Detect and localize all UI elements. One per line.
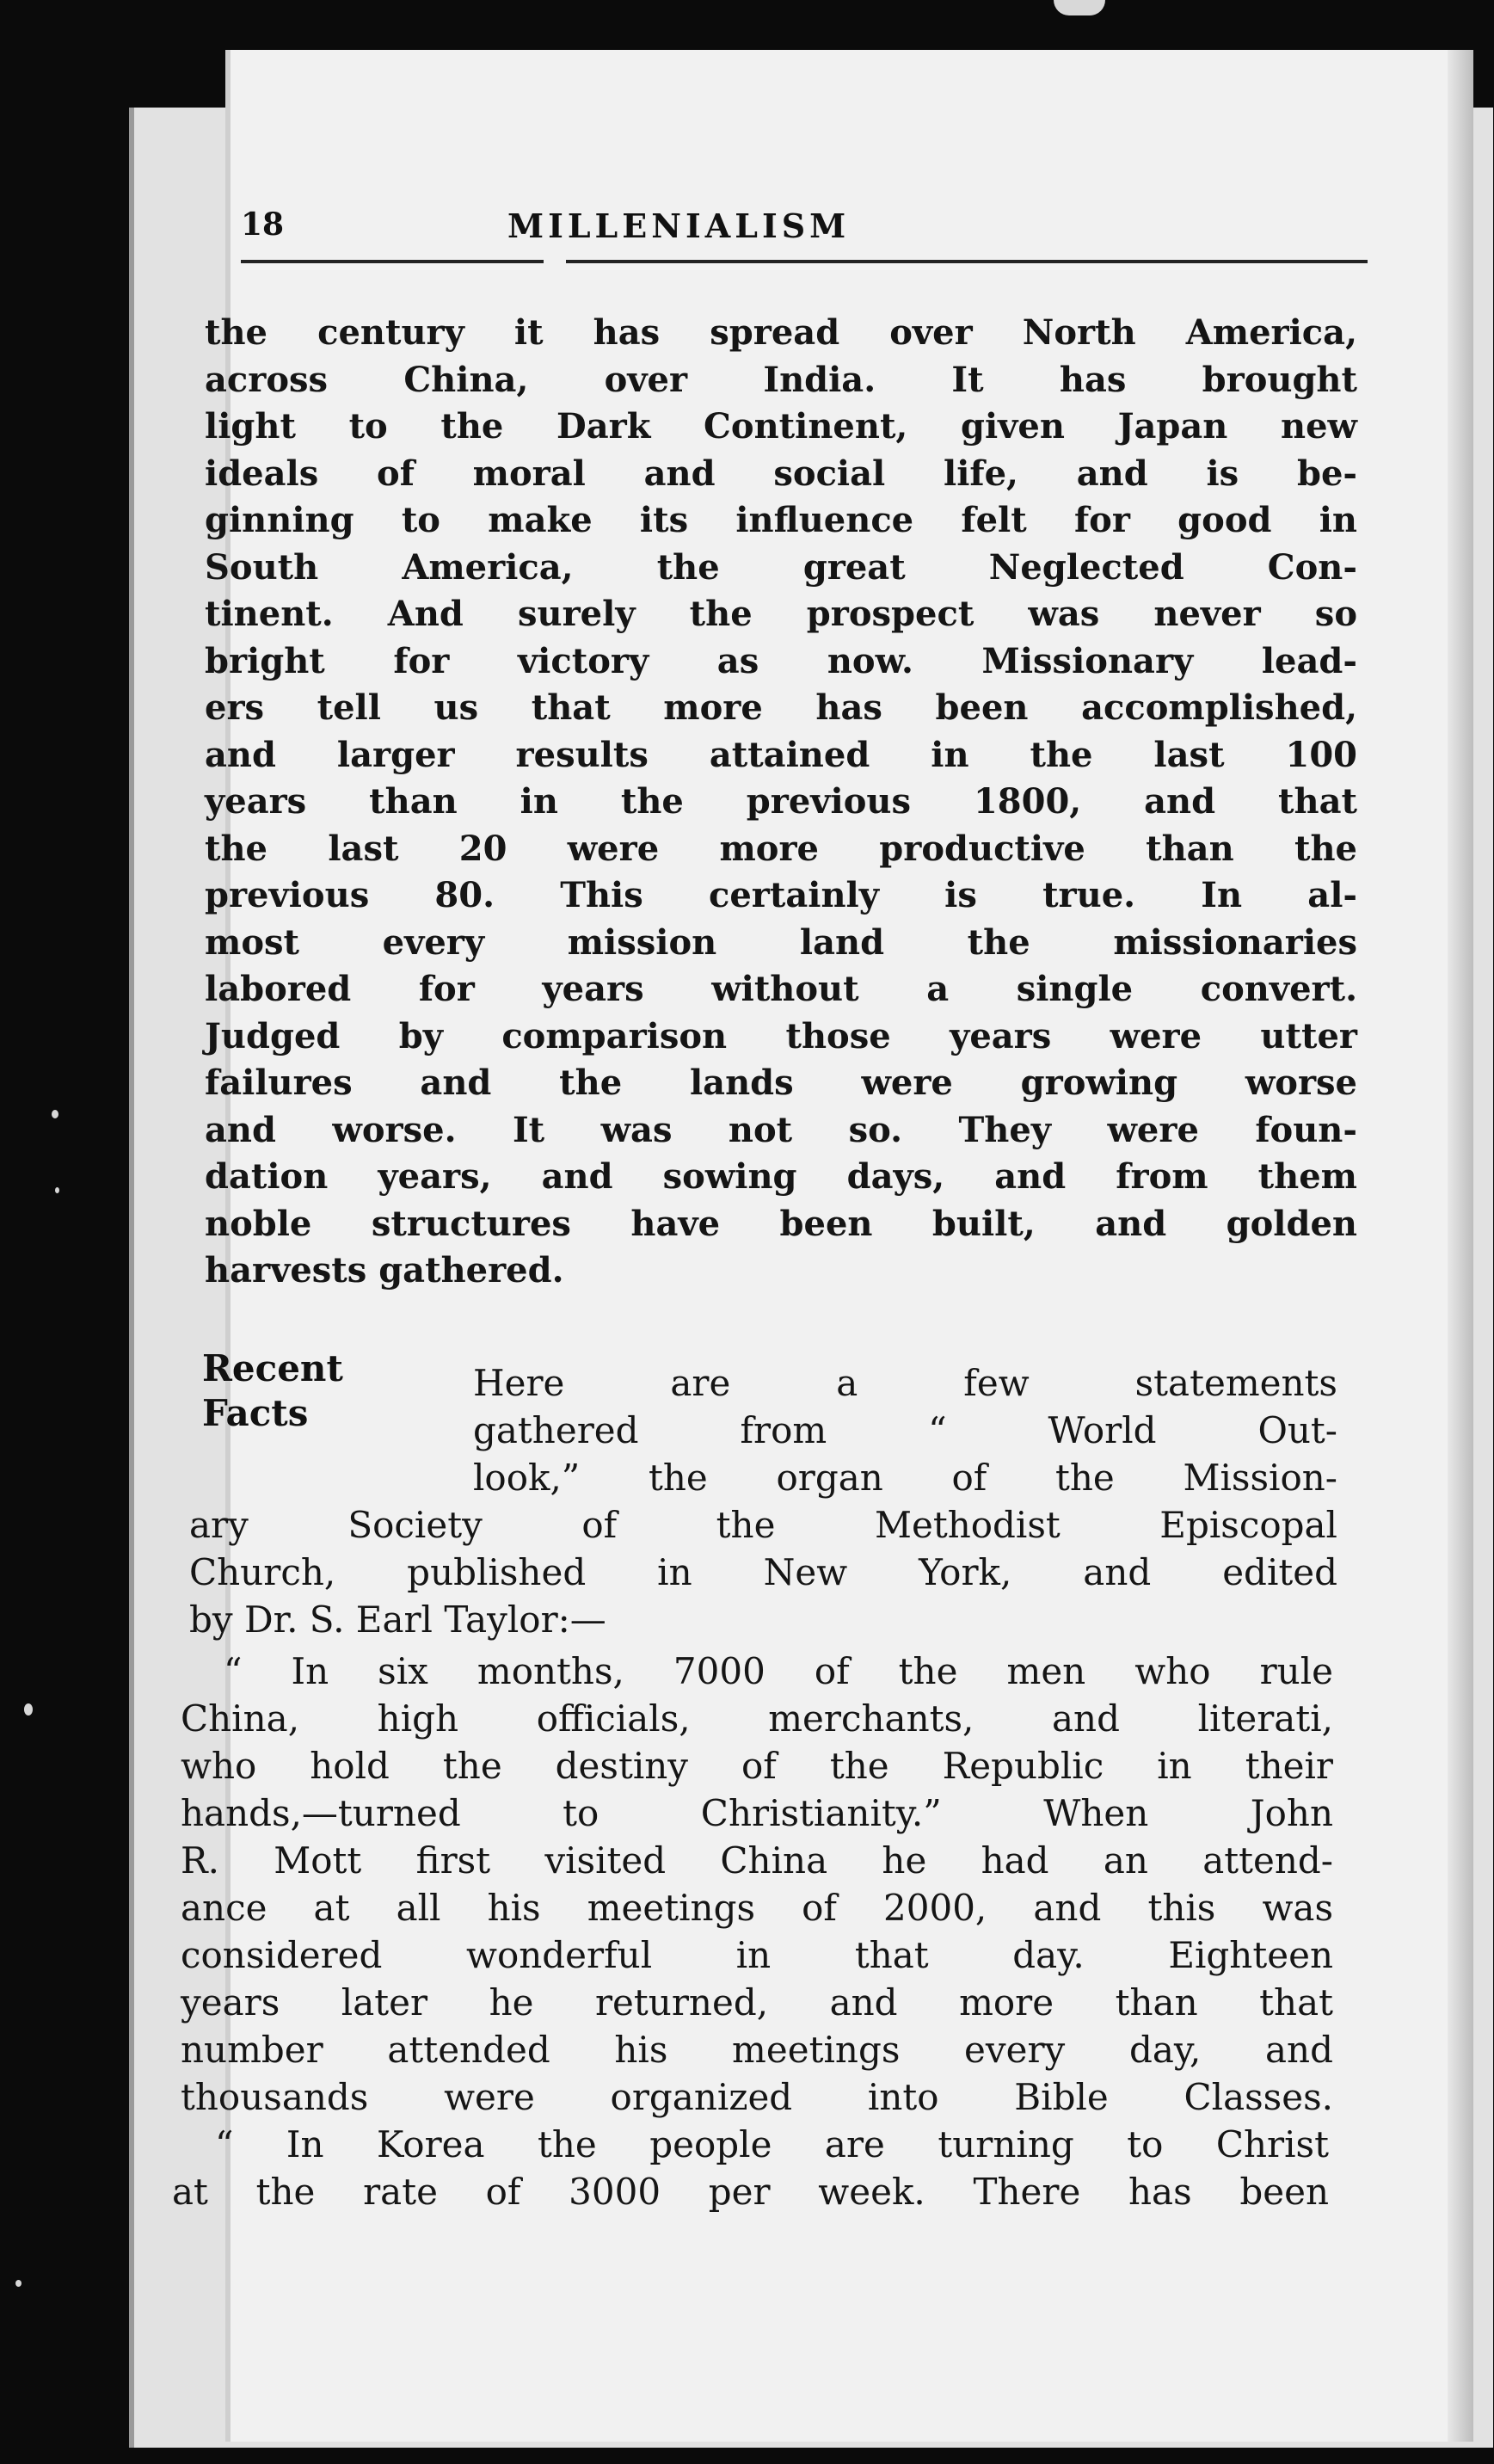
text-line: considered wonderful in that day. Eighteen — [181, 1934, 1333, 1976]
text-line: bright for victory as now. Missionary lead- — [205, 640, 1357, 681]
text-line: number attended his meetings every day, and — [181, 2029, 1333, 2071]
text-line: look,” the organ of the Mission- — [473, 1457, 1337, 1499]
text-line: years later he returned, and more than that — [181, 1981, 1333, 2024]
text-line: South America, the great Neglected Con- — [205, 546, 1357, 588]
text-line: the century it has spread over North America, — [205, 312, 1357, 353]
running-head — [241, 206, 1101, 258]
text-line: hands,—turned to Christianity.” When John — [181, 1792, 1333, 1834]
running-title: MILLENIALISM — [507, 206, 851, 245]
text-line: China, high officials, merchants, and literati, — [181, 1697, 1333, 1740]
text-line: and larger results attained in the last 100 — [205, 734, 1357, 775]
text-line: tinent. And surely the prospect was never so — [205, 594, 1357, 634]
text-line: the last 20 were more productive than the — [205, 828, 1357, 869]
text-line: by Dr. S. Earl Taylor:— — [189, 1599, 606, 1641]
text-line: ance at all his meetings of 2000, and this was — [181, 1887, 1333, 1929]
text-line: harvests gathered. — [205, 1250, 564, 1291]
text-line: failures and the lands were growing worse — [205, 1063, 1357, 1103]
paragraph-4 — [172, 2121, 1329, 2215]
text-line: ers tell us that more has been accomplished, — [205, 687, 1357, 728]
text-line: Church, published in New York, and edited — [189, 1551, 1337, 1593]
text-line: Here are a few statements — [473, 1362, 1337, 1404]
text-line: ary Society of the Methodist Episcopal — [189, 1504, 1337, 1546]
side-heading-line: Recent — [202, 1347, 343, 1389]
text-line: labored for years without a single convert. — [205, 969, 1357, 1009]
header-rule-gap — [544, 258, 566, 265]
text-line: “ In Korea the people are turning to Christ — [215, 2123, 1329, 2165]
scan-speck — [52, 1110, 58, 1118]
text-line: ginning to make its influence felt for good in — [205, 500, 1357, 540]
scan-speck — [1054, 0, 1105, 15]
text-line: most every mission land the missionaries — [205, 921, 1357, 963]
side-heading — [202, 1346, 460, 1436]
scan-speck — [15, 2280, 22, 2287]
page-number: 18 — [241, 206, 285, 243]
header-rule — [241, 260, 1368, 263]
text-line: at the rate of 3000 per week. There has been — [172, 2171, 1329, 2213]
text-line: light to the Dark Continent, given Japan new — [205, 406, 1357, 447]
paragraph-1 — [205, 310, 1357, 1295]
text-line: R. Mott first visited China he had an attend- — [181, 1839, 1333, 1882]
text-line: and worse. It was not so. They were foun- — [205, 1109, 1357, 1150]
scan-speck — [55, 1187, 59, 1193]
paragraph-3 — [181, 1648, 1333, 2121]
text-line: “ In six months, 7000 of the men who rule — [224, 1650, 1333, 1692]
side-heading-line: Facts — [202, 1392, 309, 1434]
text-line: Judged by comparison those years were utter — [205, 1015, 1357, 1056]
paragraph-2 — [189, 1501, 1337, 1643]
text-line: thousands were organized into Bible Classes. — [181, 2076, 1333, 2118]
text-line: across China, over India. It has brought — [205, 359, 1357, 400]
scan-speck — [24, 1703, 33, 1716]
paragraph-2-indented — [473, 1359, 1337, 1501]
text-line: previous 80. This certainly is true. In al- — [205, 875, 1357, 915]
text-line: ideals of moral and social life, and is be- — [205, 453, 1357, 494]
text-line: dation years, and sowing days, and from them — [205, 1156, 1357, 1197]
text-line: who hold the destiny of the Republic in their — [181, 1745, 1333, 1787]
text-line: gathered from “ World Out- — [473, 1409, 1337, 1451]
page-edge — [1448, 50, 1473, 2442]
text-line: years than in the previous 1800, and that — [205, 781, 1357, 822]
text-line: noble structures have been built, and golden — [205, 1203, 1357, 1244]
